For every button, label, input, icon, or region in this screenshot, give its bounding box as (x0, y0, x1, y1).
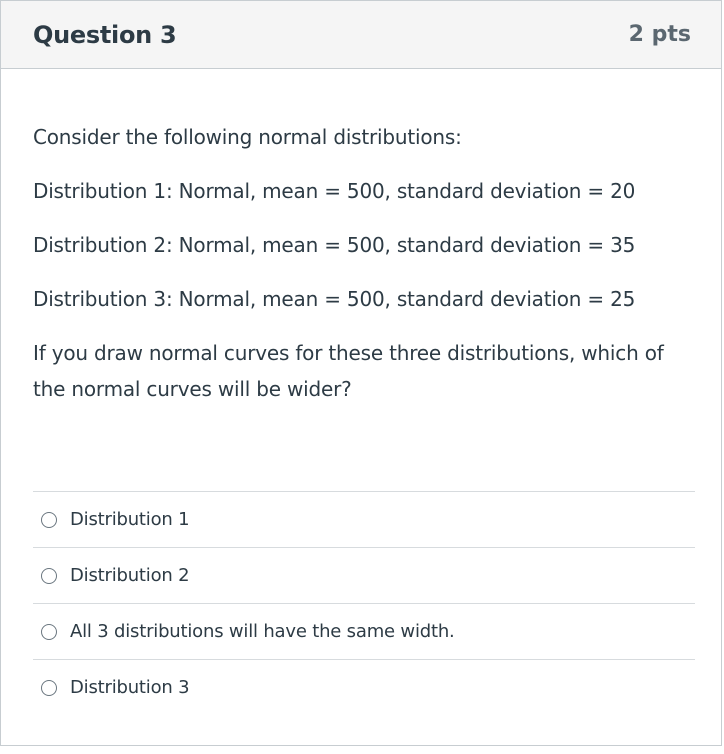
answer-option-distribution-3[interactable] (33, 659, 695, 715)
radio-button[interactable] (41, 512, 57, 528)
answer-option-same-width[interactable] (33, 603, 695, 659)
answer-option-distribution-1[interactable] (33, 491, 695, 547)
question-title: Question 3 (33, 20, 177, 49)
radio-button[interactable] (41, 624, 57, 640)
question-body (1, 69, 721, 407)
answer-label[interactable]: Distribution 2 (70, 565, 190, 586)
question-points: 2 pts (628, 22, 691, 47)
question-text-distribution-3: Distribution 3: Normal, mean = 500, standard deviation = 25 (33, 287, 636, 311)
answer-list (33, 491, 695, 715)
answer-label[interactable]: Distribution 1 (70, 509, 190, 530)
radio-button[interactable] (41, 680, 57, 696)
question-text-distribution-2: Distribution 2: Normal, mean = 500, standard deviation = 35 (33, 233, 636, 257)
answer-label[interactable]: All 3 distributions will have the same width. (70, 621, 455, 642)
question-header (1, 1, 721, 69)
question-text-intro: Consider the following normal distributions: (33, 125, 462, 149)
radio-button[interactable] (41, 568, 57, 584)
answer-option-distribution-2[interactable] (33, 547, 695, 603)
answer-label[interactable]: Distribution 3 (70, 677, 190, 698)
question-prompt: If you draw normal curves for these three distributions, which of the normal curves will be wider? (33, 341, 664, 401)
question-text-distribution-1: Distribution 1: Normal, mean = 500, standard deviation = 20 (33, 179, 636, 203)
